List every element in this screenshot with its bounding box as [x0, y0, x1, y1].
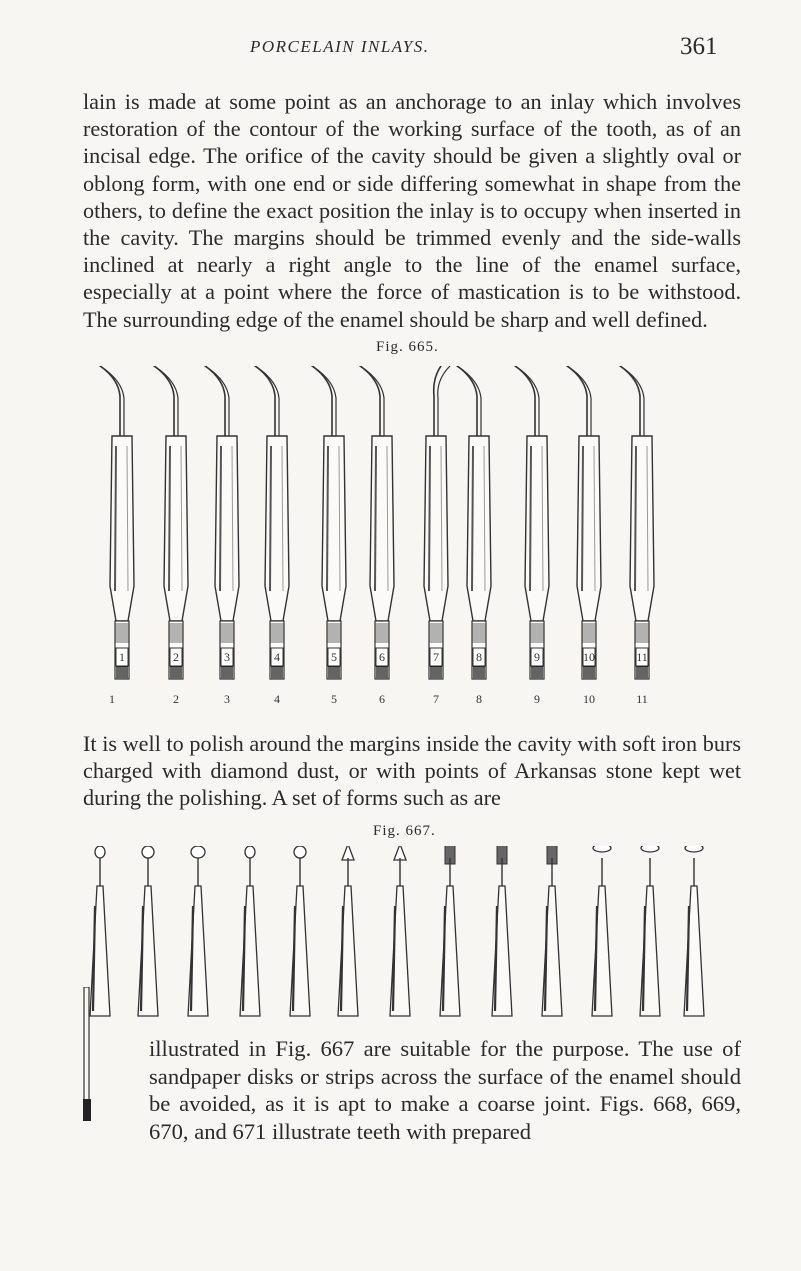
- paragraph-2: It is well to polish around the margins inside the cavity with soft iron burs charged with diamond dust, or with points of Arkansas stone kept wet during the polishing. A set of forms such as are: [83, 731, 741, 811]
- instrument-number: 1: [109, 692, 115, 706]
- instrument-1: [94, 366, 134, 679]
- instrument-shank-label: 4: [274, 650, 280, 664]
- instrument-shank-label: 3: [224, 650, 230, 664]
- polishing-form: [592, 846, 612, 1016]
- instrument-7: [424, 366, 450, 679]
- partial-instrument-handle: [81, 987, 93, 1123]
- instrument-9: [509, 366, 549, 679]
- instrument-shank-label: 11: [636, 650, 648, 664]
- instrument-shank-label: 6: [379, 650, 385, 664]
- instrument-4: [249, 366, 289, 679]
- instrument-shank-label: 2: [173, 650, 179, 664]
- figure-665-dental-instruments: [84, 366, 724, 711]
- polishing-form: [90, 846, 110, 1016]
- instrument-6: [354, 366, 394, 679]
- instrument-number: 8: [476, 692, 482, 706]
- paragraph-1: lain is made at some point as an anchorage to an inlay which involves restoration of the contour of the working surface of the tooth, as of an incisal edge. The orifice of the cavity should be given a slightly oval or oblong form, with one end or side differing somewhat in shape from the others, to define the exact position the inlay is to occupy when inserted in the cavity. The margins should be trimmed evenly and the side-walls inclined at nearly a right angle to the line of the enamel surface, especially at a point where the force of mastication is to be withstood. The surrounding edge of the enamel should be sharp and well defined.: [83, 89, 741, 332]
- running-head: PORCELAIN INLAYS.: [250, 37, 430, 56]
- instrument-shank-label: 7: [433, 650, 439, 664]
- page-header: [0, 33, 801, 63]
- instrument-number: 5: [331, 692, 337, 706]
- instrument-number: 6: [379, 692, 385, 706]
- instrument-5: [306, 366, 346, 679]
- polishing-form: [492, 846, 512, 1016]
- instrument-2: [148, 366, 188, 679]
- instrument-number: 11: [636, 692, 648, 706]
- instrument-11: [614, 366, 654, 679]
- polishing-form: [390, 846, 410, 1016]
- instrument-shank-label: 8: [476, 650, 482, 664]
- figure-667-caption: Fig. 667.: [373, 823, 436, 839]
- instrument-number: 9: [534, 692, 540, 706]
- page-number: 361: [680, 33, 718, 60]
- instrument-3: [199, 366, 239, 679]
- figure-665-caption: Fig. 665.: [376, 339, 439, 355]
- polishing-form: [188, 846, 208, 1016]
- instrument-number: 2: [173, 692, 179, 706]
- polishing-form: [542, 846, 562, 1016]
- polishing-form: [290, 846, 310, 1016]
- polishing-form: [240, 846, 260, 1016]
- instrument-number: 7: [433, 692, 439, 706]
- polishing-form: [138, 846, 158, 1016]
- instrument-number: 3: [224, 692, 230, 706]
- instrument-shank-label: 9: [534, 650, 540, 664]
- instrument-number: 10: [583, 692, 595, 706]
- instrument-shank-label: 10: [583, 650, 595, 664]
- instrument-10: [561, 366, 601, 679]
- polishing-form: [684, 846, 704, 1016]
- instrument-shank-label: 5: [331, 650, 337, 664]
- instrument-shank-label: 1: [119, 650, 125, 664]
- polishing-form: [440, 846, 460, 1016]
- instrument-8: [451, 366, 491, 679]
- instrument-number: 4: [274, 692, 280, 706]
- figure-667-polishing-forms: [82, 846, 722, 1036]
- paragraph-3: illustrated in Fig. 667 are suitable for the purpose. The use of sandpaper disks or strips across the surface of the enamel should be avoided, as it is apt to make a coarse joint. Figs. 668, 669, 670, and 671 illustrate teeth with prepared: [149, 1036, 741, 1144]
- polishing-form: [640, 846, 660, 1016]
- polishing-form: [338, 846, 358, 1016]
